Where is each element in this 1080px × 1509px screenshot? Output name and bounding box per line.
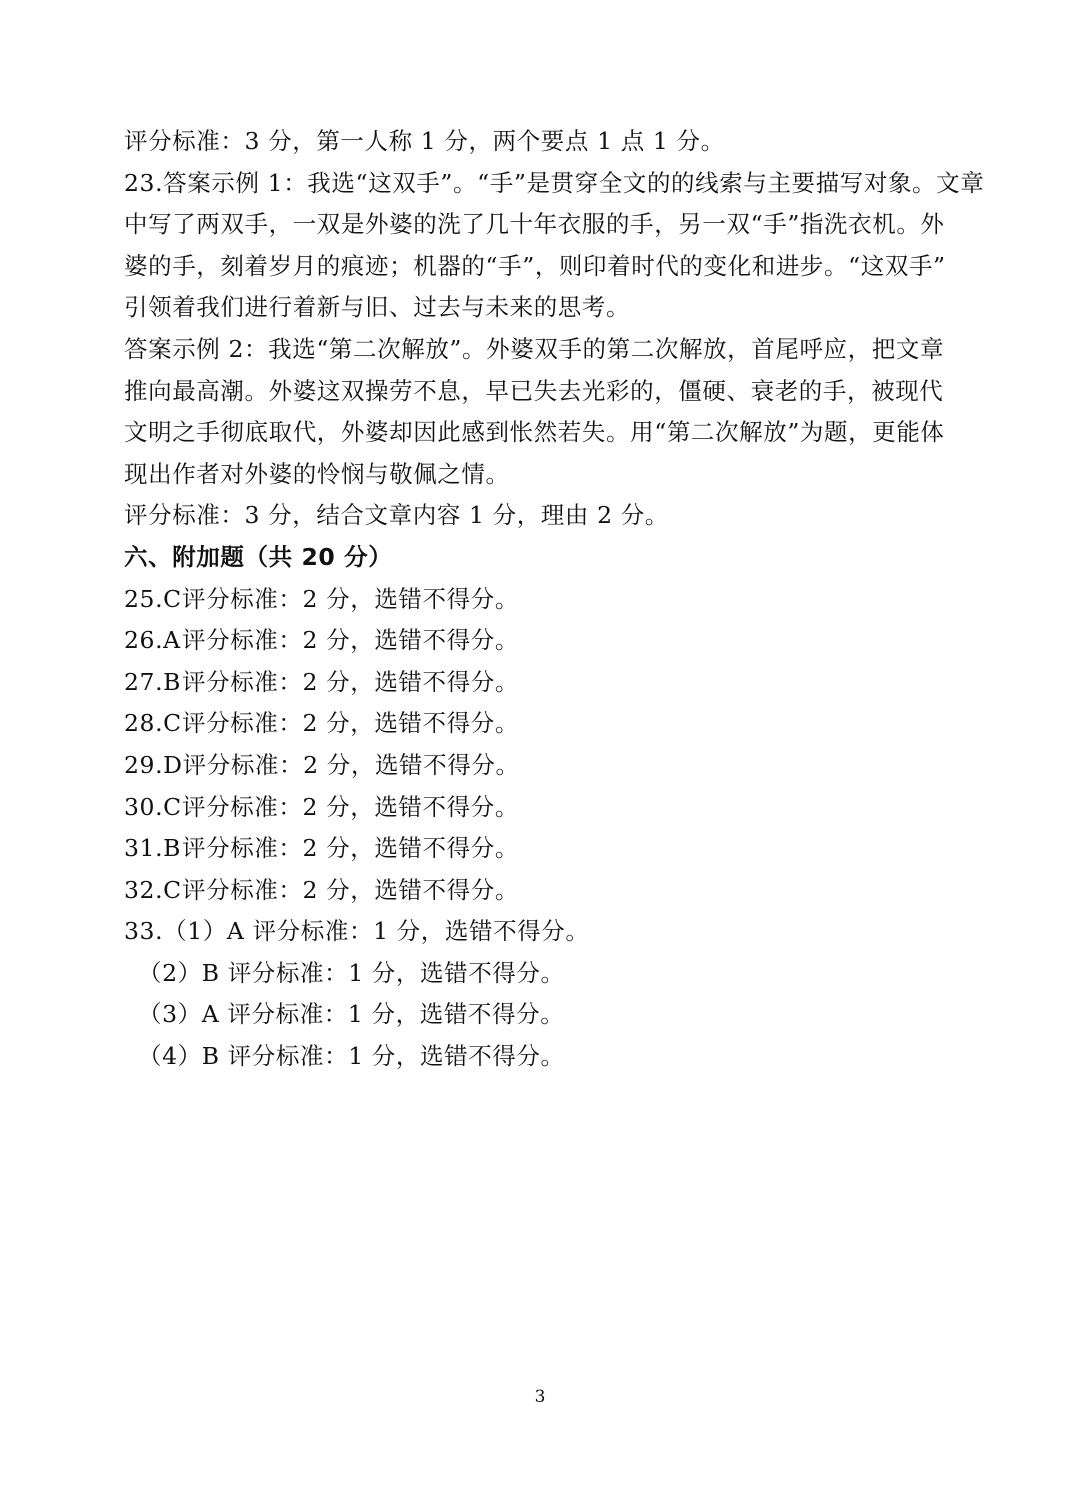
answer-number: 27.B xyxy=(124,667,182,696)
answer-23-line-4: 引领着我们进行着新与旧、过去与未来的思考。 xyxy=(124,293,631,322)
sub-answer-33-4: （4）B 评分标准：1 分，选错不得分。 xyxy=(138,1042,565,1071)
answer-scoring: 评分标准：2 分，选错不得分。 xyxy=(182,626,519,655)
answer-scoring: 评分标准：2 分，选错不得分。 xyxy=(182,667,519,696)
answer-line xyxy=(124,870,964,912)
answer-line xyxy=(124,787,964,829)
answer-line xyxy=(124,703,964,745)
sub-answer-33-2: （2）B 评分标准：1 分，选错不得分。 xyxy=(138,958,565,987)
answer-number: 31.B xyxy=(124,834,182,863)
sub-answer-33-3: （3）A 评分标准：1 分，选错不得分。 xyxy=(138,1000,565,1029)
answer-23-example-2-line-2: 推向最高潮。外婆这双操劳不息，早已失去光彩的，僵硬、衰老的手，被现代 xyxy=(124,376,944,405)
scoring-line-23: 评分标准：3 分，结合文章内容 1 分，理由 2 分。 xyxy=(124,501,669,530)
answer-scoring: 评分标准：2 分，选错不得分。 xyxy=(182,792,519,821)
answer-number: 32.C xyxy=(124,875,182,904)
answer-line xyxy=(124,745,964,787)
answer-23-line-3: 婆的手，刻着岁月的痕迹；机器的“手”，则印着时代的变化和进步。“这双手” xyxy=(124,251,946,280)
answer-number: 30.C xyxy=(124,792,182,821)
page-number: 3 xyxy=(534,1387,546,1407)
answer-number: 29.D xyxy=(124,750,183,779)
answer-scoring: 评分标准：2 分，选错不得分。 xyxy=(182,584,519,613)
answer-23-line-2: 中写了两双手，一双是外婆的洗了几十年衣服的手，另一双“手”指洗衣机。外 xyxy=(124,210,945,239)
answer-number: 28.C xyxy=(124,709,182,738)
answer-scoring: 评分标准：2 分，选错不得分。 xyxy=(182,834,519,863)
answer-number: 26.A xyxy=(124,626,181,655)
sub-answer-33-1: 33.（1）A 评分标准：1 分，选错不得分。 xyxy=(124,917,590,946)
answer-line xyxy=(124,828,964,870)
answer-23-example-2-line-1: 答案示例 2：我选“第二次解放”。外婆双手的第二次解放，首尾呼应，把文章 xyxy=(124,334,945,363)
answer-23-line-1: 23.答案示例 1：我选“这双手”。“手”是贯穿全文的的线索与主要描写对象。文章 xyxy=(124,168,985,197)
answer-23-example-2-line-3: 文明之手彻底取代，外婆却因此感到怅然若失。用“第二次解放”为题，更能体 xyxy=(124,418,945,447)
section-heading: 六、附加题（共 20 分） xyxy=(124,542,393,571)
answer-line xyxy=(124,579,964,621)
answer-line xyxy=(124,662,964,704)
answer-scoring: 评分标准：2 分，选错不得分。 xyxy=(182,875,519,904)
answer-scoring: 评分标准：2 分，选错不得分。 xyxy=(182,709,519,738)
answer-number: 25.C xyxy=(124,584,182,613)
answer-scoring: 评分标准：2 分，选错不得分。 xyxy=(182,750,520,779)
answer-23-example-2-line-4: 现出作者对外婆的怜悯与敬佩之情。 xyxy=(124,459,510,488)
answer-line xyxy=(124,620,964,662)
page-content xyxy=(124,121,985,1078)
scoring-line-22: 评分标准：3 分，第一人称 1 分，两个要点 1 点 1 分。 xyxy=(124,127,725,155)
